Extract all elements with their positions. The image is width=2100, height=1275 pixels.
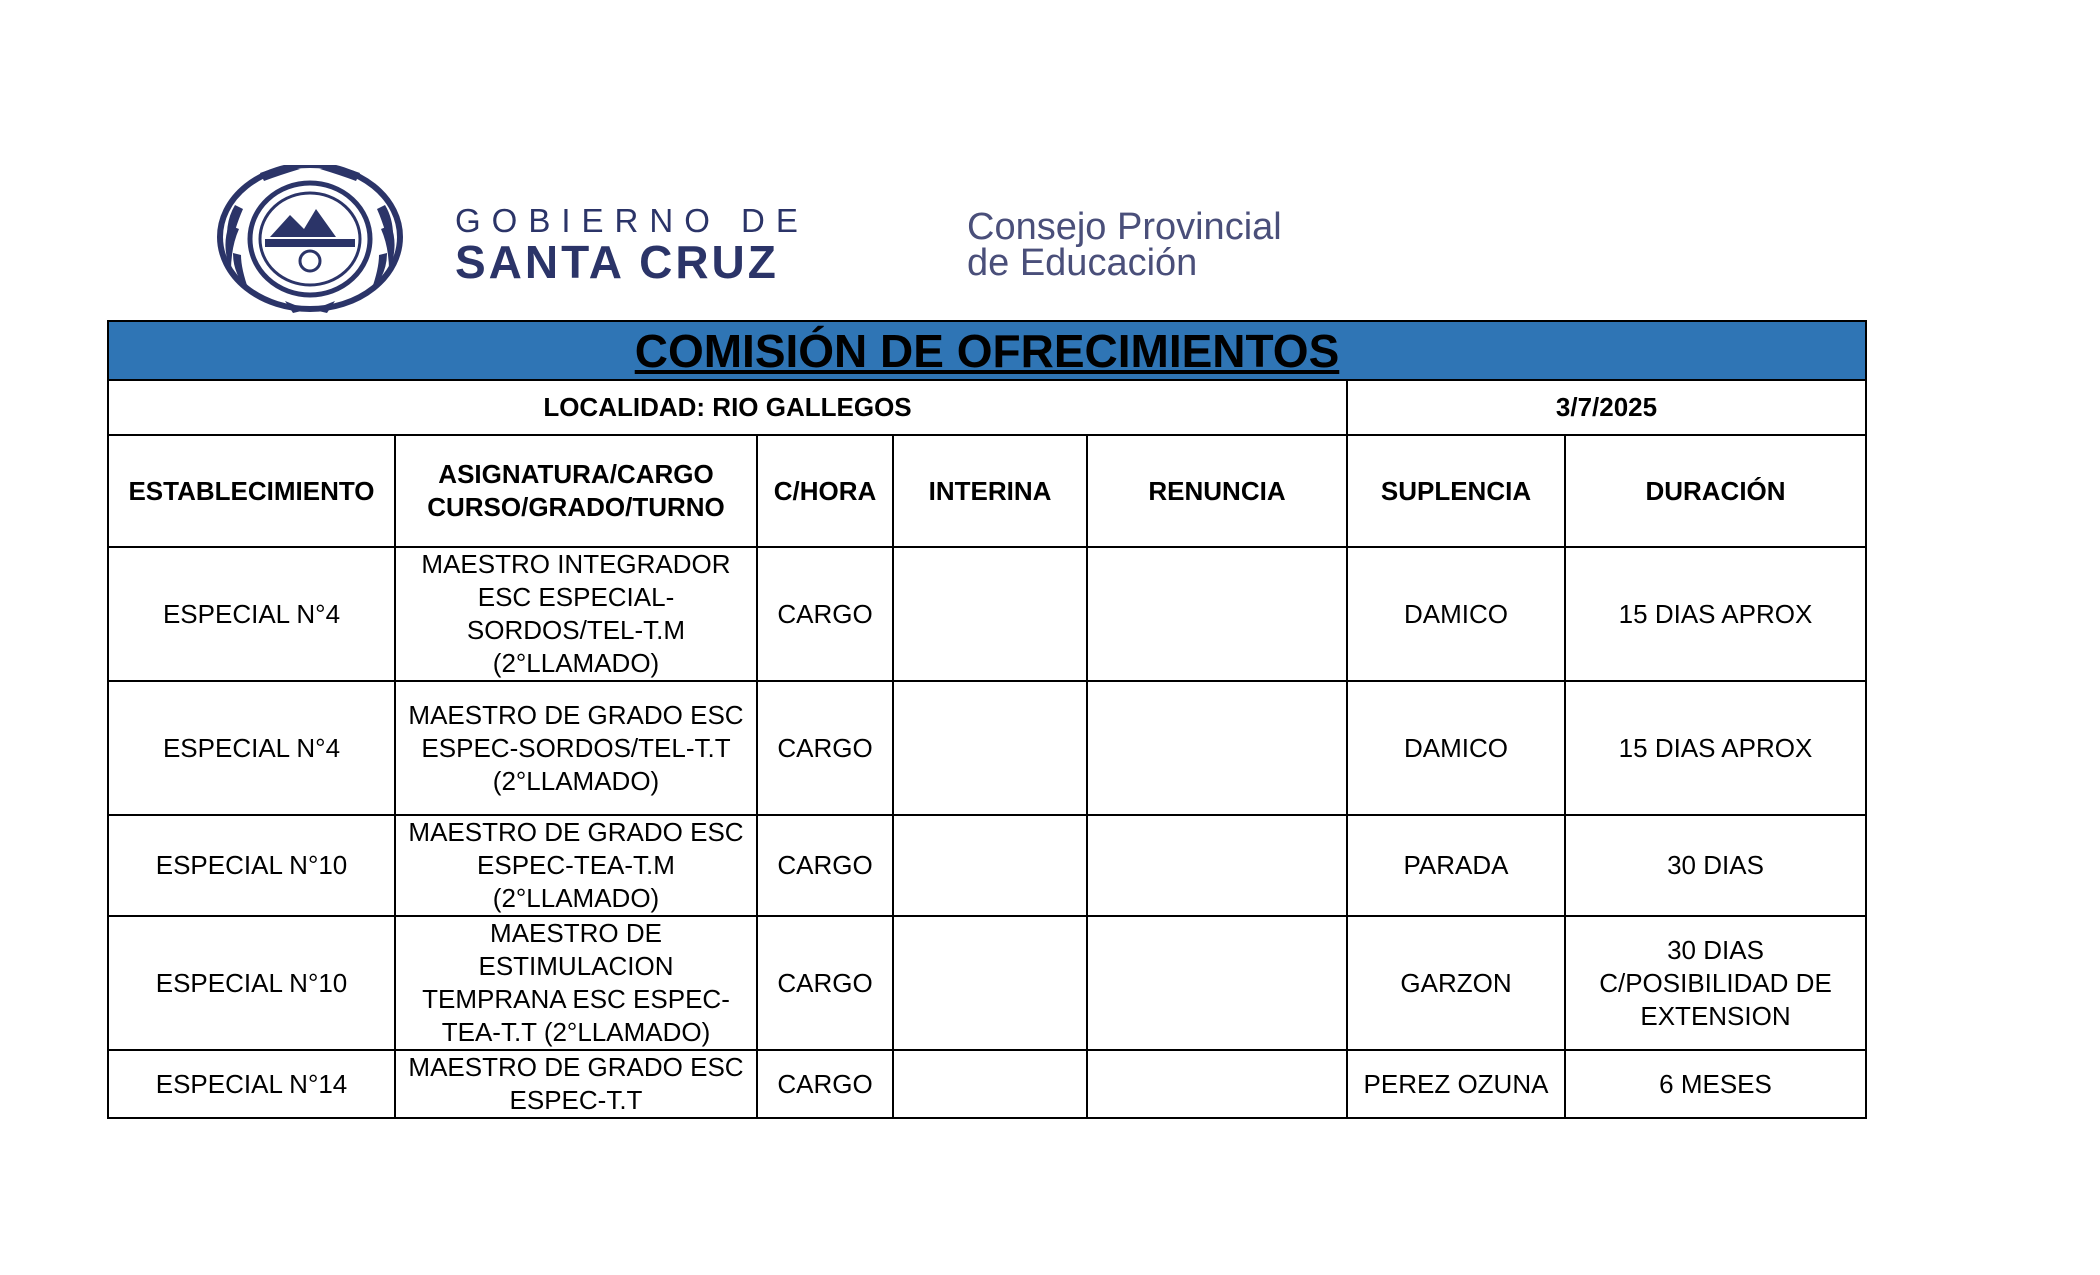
cell-establecimiento: ESPECIAL N°10 bbox=[108, 916, 395, 1050]
locality-cell: LOCALIDAD: RIO GALLEGOS bbox=[108, 380, 1347, 435]
page-title: COMISIÓN DE OFRECIMIENTOS bbox=[634, 324, 1340, 377]
cell-line: (2°LLAMADO) bbox=[492, 883, 660, 913]
cell-interina bbox=[893, 681, 1087, 815]
cell-line: 15 DIAS APROX bbox=[1618, 732, 1813, 763]
col-asignatura bbox=[395, 435, 757, 547]
santa-cruz-seal-icon bbox=[215, 165, 405, 315]
cell-interina bbox=[893, 1050, 1087, 1118]
cell-chora: CARGO bbox=[757, 815, 893, 916]
cell-asignatura bbox=[395, 916, 757, 1050]
table-row bbox=[108, 1050, 1866, 1118]
gov-line-2: SANTA CRUZ bbox=[455, 236, 779, 288]
cell-renuncia bbox=[1087, 1050, 1347, 1118]
cell-line: ESC ESPECIAL- bbox=[477, 582, 675, 612]
cell-chora: CARGO bbox=[757, 1050, 893, 1118]
cell-line: 15 DIAS APROX bbox=[1618, 598, 1813, 629]
col-establecimiento: ESTABLECIMIENTO bbox=[108, 435, 395, 547]
cell-asignatura bbox=[395, 1050, 757, 1118]
cell-line: ESTIMULACION bbox=[478, 951, 674, 981]
cell-renuncia bbox=[1087, 815, 1347, 916]
cell-interina bbox=[893, 815, 1087, 916]
cell-line: (2°LLAMADO) bbox=[492, 648, 660, 678]
cell-line: SORDOS/TEL-T.M bbox=[466, 615, 686, 645]
gov-line-1: GOBIERNO DE bbox=[455, 202, 809, 239]
cell-asignatura bbox=[395, 547, 757, 681]
col-renuncia: RENUNCIA bbox=[1087, 435, 1347, 547]
cell-suplencia: DAMICO bbox=[1347, 681, 1565, 815]
cell-line: MAESTRO DE bbox=[490, 918, 662, 948]
government-logo-text bbox=[455, 202, 809, 288]
cell-renuncia bbox=[1087, 681, 1347, 815]
col-interina: INTERINA bbox=[893, 435, 1087, 547]
date-cell: 3/7/2025 bbox=[1347, 380, 1866, 435]
table-row bbox=[108, 547, 1866, 681]
cell-chora: CARGO bbox=[757, 547, 893, 681]
table-row bbox=[108, 815, 1866, 916]
cell-establecimiento: ESPECIAL N°10 bbox=[108, 815, 395, 916]
table-row bbox=[108, 681, 1866, 815]
cell-establecimiento: ESPECIAL N°14 bbox=[108, 1050, 395, 1118]
column-header-row bbox=[108, 435, 1866, 547]
cell-line: ESPEC-TEA-T.M bbox=[477, 850, 675, 880]
cell-chora: CARGO bbox=[757, 916, 893, 1050]
cell-establecimiento: ESPECIAL N°4 bbox=[108, 547, 395, 681]
council-line-2: de Educación bbox=[967, 242, 1198, 284]
cell-renuncia bbox=[1087, 916, 1347, 1050]
cell-interina bbox=[893, 916, 1087, 1050]
cell-line: TEA-T.T (2°LLAMADO) bbox=[441, 1017, 711, 1047]
offers-table bbox=[107, 320, 1867, 1119]
cell-suplencia: DAMICO bbox=[1347, 547, 1565, 681]
cell-line: 30 DIAS bbox=[1667, 934, 1764, 965]
cell-suplencia: PARADA bbox=[1347, 815, 1565, 916]
cell-interina bbox=[893, 547, 1087, 681]
cell-chora: CARGO bbox=[757, 681, 893, 815]
cell-establecimiento: ESPECIAL N°4 bbox=[108, 681, 395, 815]
cell-line: (2°LLAMADO) bbox=[492, 765, 660, 796]
col-duracion: DURACIÓN bbox=[1565, 435, 1866, 547]
cell-line: EXTENSION bbox=[1640, 1000, 1791, 1031]
cell-line: MAESTRO DE GRADO ESC bbox=[408, 817, 744, 847]
cell-line: ESPEC-SORDOS/TEL-T.T bbox=[421, 732, 731, 763]
cell-suplencia: PEREZ OZUNA bbox=[1347, 1050, 1565, 1118]
cell-duracion bbox=[1565, 547, 1866, 681]
cell-duracion bbox=[1565, 916, 1866, 1050]
locality-row bbox=[108, 380, 1866, 435]
cell-asignatura bbox=[395, 815, 757, 916]
cell-line: MAESTRO DE GRADO ESC bbox=[408, 699, 744, 730]
cell-line: 30 DIAS bbox=[1667, 850, 1764, 880]
col-asignatura-line-1: ASIGNATURA/CARGO bbox=[438, 459, 714, 489]
cell-duracion bbox=[1565, 1050, 1866, 1118]
cell-line: ESPEC-T.T bbox=[509, 1085, 643, 1115]
cell-renuncia bbox=[1087, 547, 1347, 681]
cell-line: MAESTRO INTEGRADOR bbox=[421, 549, 731, 579]
cell-line: TEMPRANA ESC ESPEC- bbox=[422, 984, 730, 1014]
col-suplencia: SUPLENCIA bbox=[1347, 435, 1565, 547]
council-line-1: Consejo Provincial bbox=[967, 206, 1282, 248]
cell-line: MAESTRO DE GRADO ESC bbox=[408, 1052, 744, 1082]
col-asignatura-line-2: CURSO/GRADO/TURNO bbox=[427, 492, 725, 522]
document-header bbox=[215, 165, 1415, 315]
table-row bbox=[108, 916, 1866, 1050]
title-row bbox=[108, 321, 1866, 380]
cell-suplencia: GARZON bbox=[1347, 916, 1565, 1050]
cell-line: C/POSIBILIDAD DE bbox=[1599, 967, 1832, 998]
cell-duracion bbox=[1565, 815, 1866, 916]
cell-line: 6 MESES bbox=[1659, 1068, 1772, 1099]
cell-asignatura bbox=[395, 681, 757, 815]
col-chora: C/HORA bbox=[757, 435, 893, 547]
council-logo-text bbox=[967, 206, 1282, 284]
cell-duracion bbox=[1565, 681, 1866, 815]
title-cell bbox=[108, 321, 1866, 380]
